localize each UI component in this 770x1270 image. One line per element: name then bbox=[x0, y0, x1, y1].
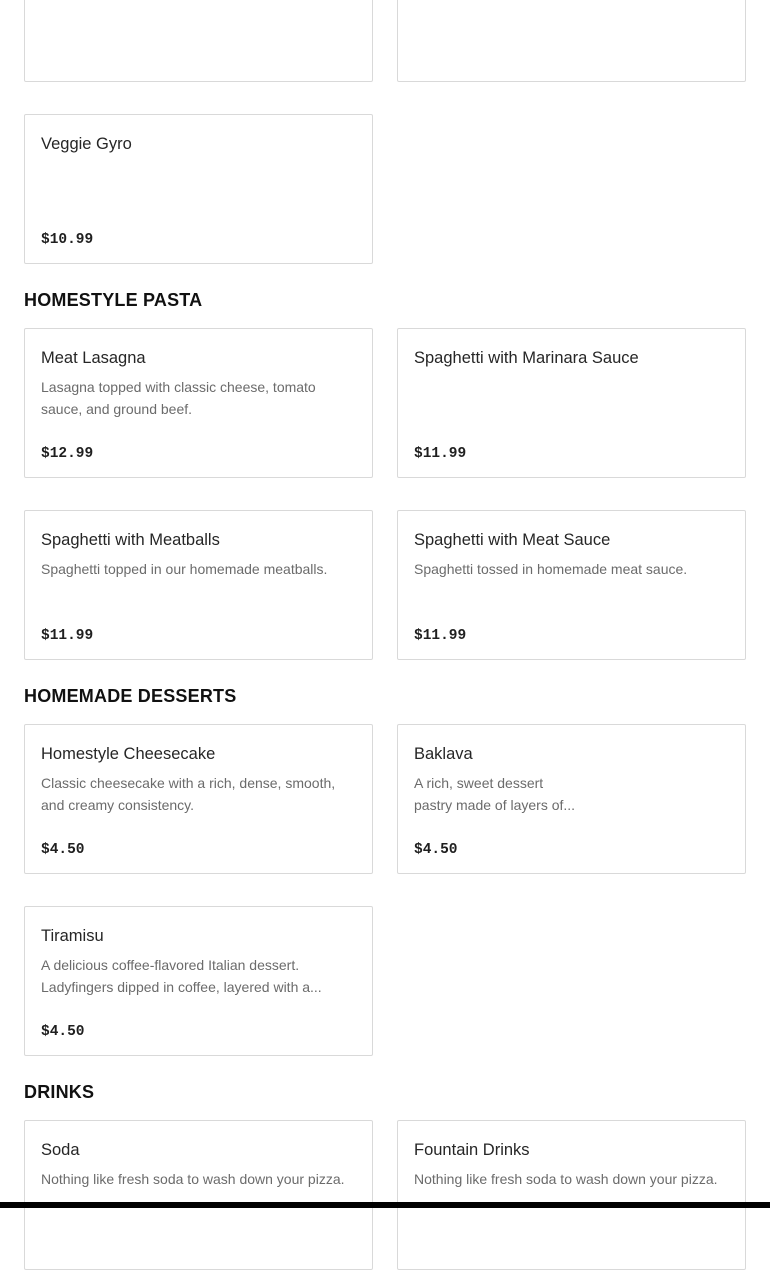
menu-item-name: Soda bbox=[41, 1141, 80, 1159]
description-line: pastry made of layers of... bbox=[414, 797, 576, 813]
menu-item-card[interactable] bbox=[24, 510, 373, 660]
menu-item-description: Classic cheesecake with a rich, dense, smooth, and creamy consistency. bbox=[41, 775, 336, 813]
section-heading-pasta: HOMESTYLE PASTA bbox=[24, 290, 203, 310]
menu-item-card[interactable] bbox=[397, 510, 746, 660]
menu-item-name: Spaghetti with Marinara Sauce bbox=[414, 349, 639, 367]
menu-item-price: $11.99 bbox=[414, 628, 467, 644]
menu-item-card[interactable] bbox=[24, 724, 373, 874]
menu-item-card[interactable] bbox=[397, 0, 746, 82]
menu-item-name: Baklava bbox=[414, 745, 473, 763]
menu-item-description: Nothing like fresh soda to wash down your pizza. bbox=[414, 1171, 718, 1187]
menu-item-card[interactable] bbox=[397, 1120, 746, 1270]
menu-item-price: $11.99 bbox=[41, 628, 94, 644]
section-heading-desserts: HOMEMADE DESSERTS bbox=[24, 686, 237, 706]
menu-item-price: $10.99 bbox=[41, 232, 94, 248]
menu-item-description: Spaghetti topped in our homemade meatballs. bbox=[41, 561, 328, 577]
menu-item-name: Spaghetti with Meatballs bbox=[41, 531, 220, 549]
menu-item-description: Nothing like fresh soda to wash down your pizza. bbox=[41, 1171, 345, 1187]
menu-item-name: Veggie Gyro bbox=[41, 135, 132, 153]
menu-item-card[interactable] bbox=[24, 906, 373, 1056]
menu-item-price: $4.50 bbox=[41, 1024, 85, 1040]
description-line: A delicious coffee-flavored Italian dessert. bbox=[41, 957, 300, 973]
menu-item-name: Fountain Drinks bbox=[414, 1141, 530, 1159]
menu-item-price: $12.99 bbox=[41, 446, 94, 462]
menu-item-card[interactable] bbox=[397, 328, 746, 478]
description-line: Ladyfingers dipped in coffee, layered with a... bbox=[41, 979, 322, 995]
menu-item-price: $4.50 bbox=[41, 842, 85, 858]
description-line: A rich, sweet dessert bbox=[414, 775, 544, 791]
menu-item-name: Spaghetti with Meat Sauce bbox=[414, 531, 611, 549]
section-heading-drinks: DRINKS bbox=[24, 1082, 95, 1102]
menu-item-card[interactable] bbox=[24, 328, 373, 478]
menu-item-card[interactable] bbox=[24, 114, 373, 264]
menu-item-price: $4.50 bbox=[414, 842, 458, 858]
menu-item-name: Tiramisu bbox=[41, 927, 104, 945]
menu-item-description: Lasagna topped with classic cheese, tomato sauce, and ground beef. bbox=[41, 379, 316, 417]
menu-item-card[interactable] bbox=[24, 0, 373, 82]
menu-item-price: $11.99 bbox=[414, 446, 467, 462]
menu-item-description bbox=[41, 954, 356, 998]
menu-item-name: Homestyle Cheesecake bbox=[41, 745, 216, 763]
menu-item-description: Spaghetti tossed in homemade meat sauce. bbox=[414, 561, 688, 577]
menu-item-card[interactable] bbox=[397, 724, 746, 874]
bottom-bar bbox=[0, 1202, 770, 1208]
menu-item-name: Meat Lasagna bbox=[41, 349, 146, 367]
menu-item-card[interactable] bbox=[24, 1120, 373, 1270]
menu-item-description bbox=[414, 772, 729, 816]
